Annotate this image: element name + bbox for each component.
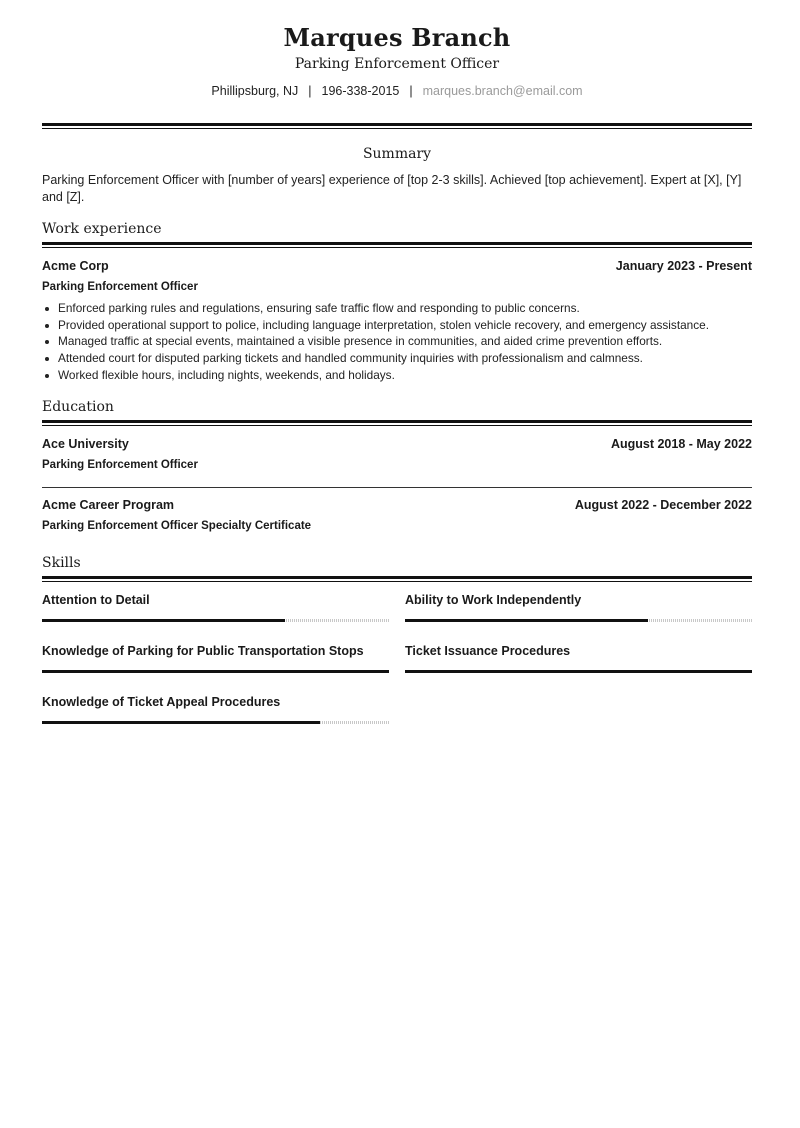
skills-heading: Skills bbox=[42, 554, 81, 571]
skill-level bbox=[405, 670, 752, 673]
work-role: Parking Enforcement Officer bbox=[42, 281, 198, 293]
work-bullet: Provided operational support to police, including language interpretation, stolen vehicle recovery, and emergency assistance. bbox=[42, 317, 752, 334]
work-divider bbox=[42, 242, 752, 248]
work-company: Acme Corp bbox=[42, 259, 109, 273]
candidate-title: Parking Enforcement Officer bbox=[294, 56, 500, 72]
header-divider bbox=[42, 123, 752, 129]
education-entry bbox=[42, 436, 752, 473]
education-school: Acme Career Program bbox=[42, 497, 175, 512]
skill-item bbox=[42, 643, 389, 694]
work-bullet: Enforced parking rules and regulations, ensuring safe traffic flow and responding to public concerns. bbox=[42, 300, 752, 317]
work-bullet: Attended court for disputed parking tickets and handled community inquiries with professionalism and calmness. bbox=[42, 350, 752, 367]
resume-header bbox=[42, 24, 752, 99]
summary-heading: Summary bbox=[362, 146, 432, 162]
skill-level bbox=[405, 619, 648, 622]
skill-item bbox=[405, 643, 752, 694]
skill-level bbox=[42, 721, 320, 724]
education-heading: Education bbox=[42, 398, 114, 415]
skills-divider bbox=[42, 576, 752, 582]
education-dates: August 2022 - December 2022 bbox=[574, 497, 752, 512]
contact-separator: | bbox=[308, 84, 312, 98]
skill-level bbox=[42, 619, 285, 622]
skill-bar bbox=[405, 670, 752, 673]
skills-section bbox=[42, 554, 752, 745]
education-entry-divider bbox=[42, 487, 752, 488]
education-dates: August 2018 - May 2022 bbox=[610, 436, 752, 451]
summary-section bbox=[42, 145, 752, 206]
skill-name: Knowledge of Ticket Appeal Procedures bbox=[42, 694, 281, 709]
skill-bar bbox=[42, 670, 389, 673]
skill-item bbox=[42, 694, 389, 745]
skill-bar bbox=[405, 619, 752, 622]
skill-item bbox=[405, 592, 752, 643]
work-heading: Work experience bbox=[42, 221, 162, 237]
skill-bar bbox=[42, 619, 389, 622]
education-section bbox=[42, 398, 752, 534]
work-bullet: Managed traffic at special events, maintained a visible presence in communities, and aided crime prevention efforts. bbox=[42, 333, 752, 350]
skill-name: Ability to Work Independently bbox=[405, 592, 582, 607]
skills-grid bbox=[42, 592, 752, 745]
candidate-name: Marques Branch bbox=[283, 23, 511, 52]
work-bullets bbox=[42, 300, 752, 384]
contact-email[interactable]: marques.branch@email.com bbox=[422, 84, 583, 98]
skill-name: Attention to Detail bbox=[42, 592, 150, 607]
work-section bbox=[42, 220, 752, 384]
education-degree: Parking Enforcement Officer Specialty Certificate bbox=[42, 519, 312, 532]
contact-location: Phillipsburg, NJ bbox=[211, 84, 299, 98]
resume-page bbox=[42, 0, 752, 745]
work-entry bbox=[42, 258, 752, 384]
education-school: Ace University bbox=[42, 436, 129, 451]
skill-bar bbox=[42, 721, 389, 724]
skill-level bbox=[42, 670, 389, 673]
education-degree: Parking Enforcement Officer bbox=[42, 458, 198, 471]
education-entry bbox=[42, 497, 752, 534]
contact-line bbox=[42, 83, 752, 99]
skill-name: Ticket Issuance Procedures bbox=[405, 643, 571, 658]
education-divider bbox=[42, 420, 752, 426]
skill-name: Knowledge of Parking for Public Transportation Stops bbox=[42, 643, 364, 658]
skill-item bbox=[42, 592, 389, 643]
contact-separator: | bbox=[409, 84, 413, 98]
summary-text: Parking Enforcement Officer with [number of years] experience of [top 2-3 skills]. Achieved [top achievement]. Expert at [X], [Y] and [Z]. bbox=[42, 173, 742, 204]
work-dates: January 2023 - Present bbox=[615, 259, 752, 273]
contact-phone: 196-338-2015 bbox=[321, 84, 400, 98]
work-bullet: Worked flexible hours, including nights, weekends, and holidays. bbox=[42, 367, 752, 384]
